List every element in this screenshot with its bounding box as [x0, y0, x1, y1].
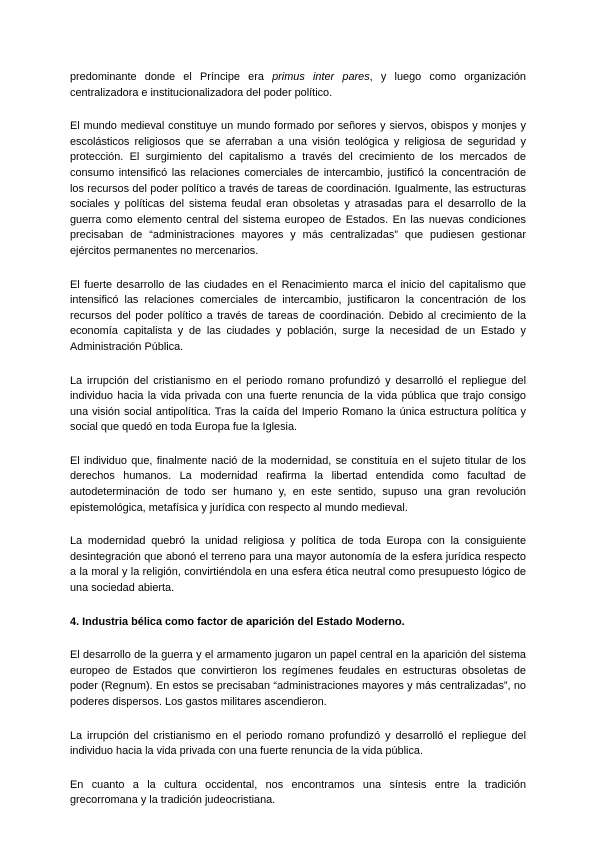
paragraph-intro	[70, 70, 526, 101]
document-page	[70, 70, 526, 809]
paragraph-war-development: El desarrollo de la guerra y el armamento jugaron un papel central en la aparición del sistema europeo de Estados que convirtieron los regímenes feudales en estructuras obsoletas de poder (Regnum). En estos se precisaban “administraciones mayores y más centralizadas”, no poderes dispersos. Los gastos militares ascendieron.	[70, 649, 526, 708]
paragraph-modern-individual: El individuo que, finalmente nació de la modernidad, se constituía en el sujeto titular de los derechos humanos. La modernidad reafirma la libertad entendida como facultad de autodeterminación de todo ser humano y, en este sentido, supuso una gran revolución epistemológica, metafísica y jurídica con respecto al mundo medieval.	[70, 454, 526, 514]
paragraph-christianity-retreat: La irrupción del cristianismo en el periodo romano profundizó y desarrolló el repliegue del individuo hacia la vida privada con una fuerte renuncia de la vida pública.	[70, 729, 526, 758]
section-heading: 4. Industria bélica como factor de aparición del Estado Moderno.	[70, 615, 405, 628]
italic-phrase: primus inter pares	[272, 71, 370, 83]
paragraph-christianity: La irrupción del cristianismo en el periodo romano profundizó y desarrolló el repliegue del individuo hacia la vida privada con una fuerte renuncia de la vida pública que trajo consigo una visión social antipolítica. Tras la caída del Imperio Romano la única estructura política y social que quedó en toda Europa fue la Iglesia.	[70, 374, 526, 434]
paragraph-western-culture: En cuanto a la cultura occidental, nos encontramos una síntesis entre la tradición grecorromana y la tradición judeocristiana.	[70, 778, 526, 807]
paragraph-intro-text-end: , y luego como organización centralizadora e institucionalizadora del poder político.	[70, 71, 526, 99]
paragraph-modernity-unity: La modernidad quebró la unidad religiosa y política de toda Europa con la consiguiente desintegración que abonó el terreno para una mayor autonomía de la esfera jurídica respecto a la moral y la religión, convirtiéndola en una esfera ética neutral como presupuesto lógico de una sociedad abierta.	[70, 535, 526, 595]
paragraph-medieval-world: El mundo medieval constituye un mundo formado por señores y siervos, obispos y monjes y escolásticos religiosos que se aferraban a una visión teológica y religiosa de seguridad y protección. El surgimiento del capitalismo a través del crecimiento de los mercados de consumo intensificó las relaciones comerciales de intercambio, justificó la concentración de los recursos del poder político a través de tareas de coordinación. Igualmente, las estructuras sociales y políticas del sistema feudal eran obsoletas y atrasadas para el desarrollo de la guerra como elemento central del sistema europeo de Estados. En las nuevas condiciones precisaban de “administraciones mayores y más centralizadas” que pudiesen gestionar ejércitos permanentes no mercenarios.	[70, 120, 526, 257]
paragraph-renaissance-cities: El fuerte desarrollo de las ciudades en el Renacimiento marca el inicio del capitalismo que intensificó las relaciones comerciales de intercambio, justificaron la concentración de los recursos del poder político a través de tareas de coordinación. Debido al crecimiento de la economía capitalista y de las ciudades y población, surge la necesidad de un Estado y Administración Pública.	[70, 278, 526, 353]
paragraph-intro-text-start: predominante donde el Príncipe era	[70, 71, 273, 83]
